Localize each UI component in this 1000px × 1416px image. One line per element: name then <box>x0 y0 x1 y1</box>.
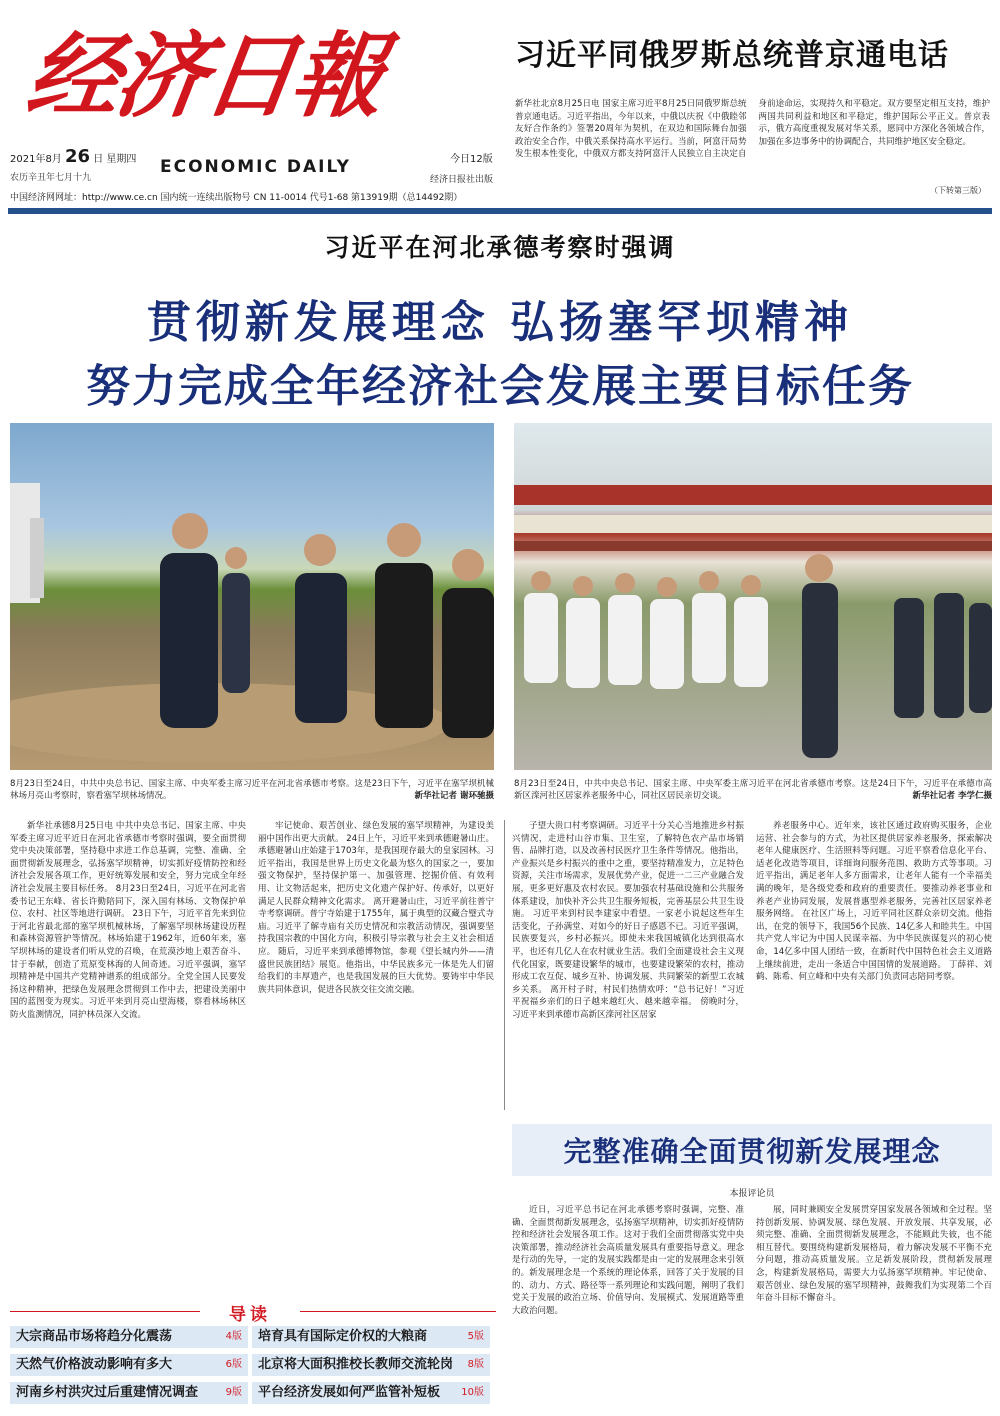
publisher: 经济日报社出版 <box>430 175 494 185</box>
guide-item-text: 大宗商品市场将趋分化震荡 <box>16 1329 173 1344</box>
guide-item-page: 4版 <box>225 1331 242 1342</box>
article-column-2 <box>258 820 494 1290</box>
photo-saihanba <box>10 423 494 770</box>
caption-right-text: 8月23日至24日，中共中央总书记、国家主席、中央军委主席习近平在河北省承德市考察。这是24日下午，习近平在承德市高新区滦河社区居家养老服务中心，同社区居民亲切交谈。 <box>514 779 992 801</box>
newspaper-logo: 经济日報 <box>20 22 388 130</box>
guide-item-page: 6版 <box>225 1359 242 1370</box>
issue-date <box>10 146 160 167</box>
guide-item[interactable] <box>10 1382 248 1404</box>
top-story-body: 新华社北京8月25日电 国家主席习近平8月25日同俄罗斯总统普京通电话。习近平指出，今年以来，中俄以庆祝《中俄睦邻友好合作条约》签署20周年为契机，在双边和国际舞台加强政治安全合作，中俄关系保持高水平运行。当前，阿富汗局势发生根本性变化，中俄双方都支持阿富汗人民独立自主决定自身前途命运，实现持久和平稳定。双方要坚定相互支持，维护两国共同利益和地区和平稳定，维护国际公平正义。普京表示，俄方高度重视发展对华关系，愿同中方深化各领域合作，加强在多边事务中的协调配合，共同维护地区安全稳定。 <box>515 99 990 159</box>
editorial-column-right <box>756 1204 992 1409</box>
top-story-title: 习近平同俄罗斯总统普京通电话 <box>515 38 949 73</box>
caption-left-text: 8月23日至24日，中共中央总书记、国家主席、中央军委主席习近平在河北省承德市考察。这是23日下午，习近平在塞罕坝机械林场月亮山考察时，察看塞罕坝林场情况。 <box>10 779 494 801</box>
guide-item[interactable] <box>252 1382 490 1404</box>
lunar-date: 农历辛丑年七月十九 <box>10 173 92 183</box>
headline-line-2: 努力完成全年经济社会发展主要目标任务 <box>86 361 914 412</box>
guide-rule-left <box>10 1311 200 1312</box>
date-prefix: 2021年8月 <box>10 154 62 165</box>
article-column-1-text: 新华社承德8月25日电 中共中央总书记、国家主席、中央军委主席习近平近日在河北省承德市考察时强调，要全面贯彻党中央决策部署，坚持稳中求进工作总基调，完整、准确、全面贯彻新发展理念，弘扬塞罕坝精神，切实抓好疫情防控和经济社会发展各项工作，更好统筹发展和安全，努力完成全年经济社会发展主要目标任务。 8月23日至24日，习近平在河北省委书记王东峰、省长许勤陪同下，深入国有林场、文物保护单位、农村、社区等地进行调研。 23日下午，习近平首先来到位于河北省最北部的塞罕坝机械林场，了解塞罕坝林场建设历程和森林资源管护等情况。林场始建于1962年，近60年来，塞罕坝林场的建设者们听从党的召唤，在荒漠沙地上艰苦奋斗、甘于奉献，创造了荒原变林海的人间奇迹。习近平强调，塞罕坝精神是中国共产党精神谱系的组成部分。全党全国人民要发扬这种精神，把绿色发展理念贯彻到工作中去，把建设美丽中国的蓝图变为现实。习近平来到月亮山望海楼，察看林场林区防火监测情况，同护林员深入交流。 <box>10 821 246 1020</box>
article-column-1 <box>10 820 246 1290</box>
guide-item-text: 培育具有国际定价权的大粮商 <box>258 1329 428 1344</box>
guide-item-text: 天然气价格波动影响有多大 <box>16 1357 173 1372</box>
guide-rule-right <box>300 1311 496 1312</box>
photo-community-figures <box>514 423 992 770</box>
continued-note: （下转第三版） <box>930 186 986 195</box>
page-count: 今日12版 <box>450 154 493 165</box>
guide-item-text: 平台经济发展如何严监管补短板 <box>258 1385 441 1400</box>
editorial-byline: 本报评论员 <box>729 1189 775 1199</box>
editorial-column-left <box>512 1204 744 1409</box>
guide-item[interactable] <box>252 1354 490 1376</box>
headline-kicker: 习近平在河北承德考察时强调 <box>324 233 676 262</box>
guide-item[interactable] <box>10 1354 248 1376</box>
date-day: 26 <box>65 146 91 167</box>
guide-title: 导读 <box>229 1305 271 1325</box>
editorial-title: 完整准确全面贯彻新发展理念 <box>563 1135 941 1168</box>
guide-item[interactable] <box>10 1326 248 1348</box>
editorial-column-right-text: 展，同时兼顾安全发展贯穿国家发展各领域和全过程。坚持创新发展、协调发展、绿色发展、开放发展、共享发展，必须完整、准确、全面贯彻新发展理念，不能顾此失彼，也不能相互替代。要围绕构建新发展格局，着力解决发展不平衡不充分问题，推动高质量发展。立足新发展阶段，贯彻新发展理念，构建新发展格局，需要大力弘扬塞罕坝精神。牢记使命、艰苦创业、绿色发展的塞罕坝精神，鼓舞我们为实现第二个百年奋斗目标不懈奋斗。 <box>756 1205 992 1304</box>
article-column-3 <box>512 820 744 1110</box>
masthead-rule <box>8 208 992 214</box>
caption-left-credit: 新华社记者 谢环驰摄 <box>414 791 494 801</box>
publication-info-bar: 中国经济网网址：http://www.ce.cn 国内统一连续出版物号 CN 11-0014 代号1-68 第13919期（总14492期） <box>10 193 463 203</box>
headline-line-1: 贯彻新发展理念 弘扬塞罕坝精神 <box>146 297 854 348</box>
photo-community-center <box>514 423 992 770</box>
date-suffix: 日 星期四 <box>93 154 137 165</box>
caption-left <box>10 778 494 802</box>
article-column-4-text: 养老服务中心。近年来，该社区通过政府购买服务，企业运营、社会参与的方式，为社区提供居家养老服务，探索解决老年人健康医疗、生活照料等问题。习近平察看信息化平台、适老化改造等项目，详细询问服务范围、救助方式等事项。习近平指出，满足老年人多方面需求，让老年人能有一个幸福美满的晚年，是各级党委和政府的重要责任。要推动养老事业和养老产业协同发展，发展普惠型养老服务，完善社区居家养老服务网络。 在社区广场上，习近平同社区群众亲切交流。他指出，在党的领导下，我国56个民族、14亿多人和睦共生。中国共产党人牢记为中国人民谋幸福、为中华民族谋复兴的初心使命，14亿多中国人团结一致，在新时代中国特色社会主义道路上继续前进，走出一条适合中国国情的发展道路。 丁薛祥、刘鹤、陈希、何立峰和中央有关部门负责同志陪同考察。 <box>756 821 992 983</box>
article-column-2-text: 牢记使命、艰苦创业、绿色发展的塞罕坝精神，为建设美丽中国作出更大贡献。 24日上午，习近平来到承德避暑山庄。承德避暑山庄始建于1703年，是我国现存最大的皇家园林。习近平指出，我国是世界上历史文化最为悠久的国家之一，要加强文物保护，坚持保护第一、加强管理、挖掘价值、有效利用、让文物活起来，把历史文化遗产保护好、传承好，以更好满足人民群众精神文化需求。 离开避暑山庄，习近平前往普宁寺考察调研。普宁寺始建于1755年，属于典型的汉藏合璧式寺庙。习近平了解寺庙有关历史情况和宗教活动情况，强调要坚持我国宗教的中国化方向，积极引导宗教与社会主义社会相适应。 随后，习近平来到承德博物馆，参观《望长城内外——清盛世民族团结》展览。他指出，中华民族多元一体是先人们留给我们的丰厚遗产，也是我国发展的巨大优势。要铸牢中华民族共同体意识，促进各民族交往交流交融。 <box>258 821 494 995</box>
photo-saihanba-figures <box>10 423 494 770</box>
guide-item-page: 5版 <box>467 1331 484 1342</box>
english-name: ECONOMIC DAILY <box>160 157 351 177</box>
guide-item-page: 8版 <box>467 1359 484 1370</box>
caption-right <box>514 778 992 802</box>
editorial-column-left-text: 近日，习近平总书记在河北承德考察时强调，完整、准确、全面贯彻新发展理念，弘扬塞罕坝精神，切实抓好疫情防控和经济社会发展各项工作。这对于我们全面贯彻落实党中央决策部署，推动经济社会高质量发展具有重要指导意义。理念是行动的先导，一定的发展实践都是由一定的发展理念来引领的。新发展理念是一个系统的理论体系，回答了关于发展的目的、动力、方式、路径等一系列理论和实践问题，阐明了我们党关于发展的政治立场、价值导向、发展模式、发展道路等重大政治问题。 <box>512 1205 744 1316</box>
guide-item-text: 河南乡村洪灾过后重建情况调查 <box>16 1385 199 1400</box>
guide-item[interactable] <box>252 1326 490 1348</box>
guide-item-page: 10版 <box>461 1387 484 1398</box>
guide-item-text: 北京将大面积推校长教师交流轮岗 <box>258 1357 454 1372</box>
article-column-3-text: 子望大贵口村考察调研。习近平十分关心当地推进乡村振兴情况，走进村山谷市集、卫生室，了解特色农产品市场销售、品牌打造，以及改善村民医疗卫生条件等情况。他指出，产业振兴是乡村振兴的重中之重，要坚持精准发力，立足特色资源，关注市场需求，发展优势产业，促进一二三产业融合发展，更多更好惠及农村农民。要加强农村基础设施和公共服务体系建设，加快补齐公共卫生服务短板，完善基层公共卫生设施。 习近平来到村民李建家中看望。一家老小说起这些年生活变化，子孙满堂、对如今的好日子感恩不已。习近平强调，民族要复兴，乡村必振兴。即使未来我国城镇化达到很高水平，也还有几亿人在农村就业生活。我们全面建设社会主义现代化国家，既要建设繁华的城市，也要建设繁荣的农村，推动形成工农互促、城乡互补、协调发展、共同繁荣的新型工农城乡关系。 离开村子时，村民们热情欢呼：“总书记好！”习近平祝福乡亲们的日子越来越红火、越来越幸福。 傍晚时分，习近平来到承德市高新区滦河社区居家 <box>512 821 744 1020</box>
column-divider <box>504 820 505 1110</box>
article-column-4 <box>756 820 992 1110</box>
caption-right-credit: 新华社记者 李学仁摄 <box>912 791 992 801</box>
guide-item-page: 9版 <box>225 1387 242 1398</box>
